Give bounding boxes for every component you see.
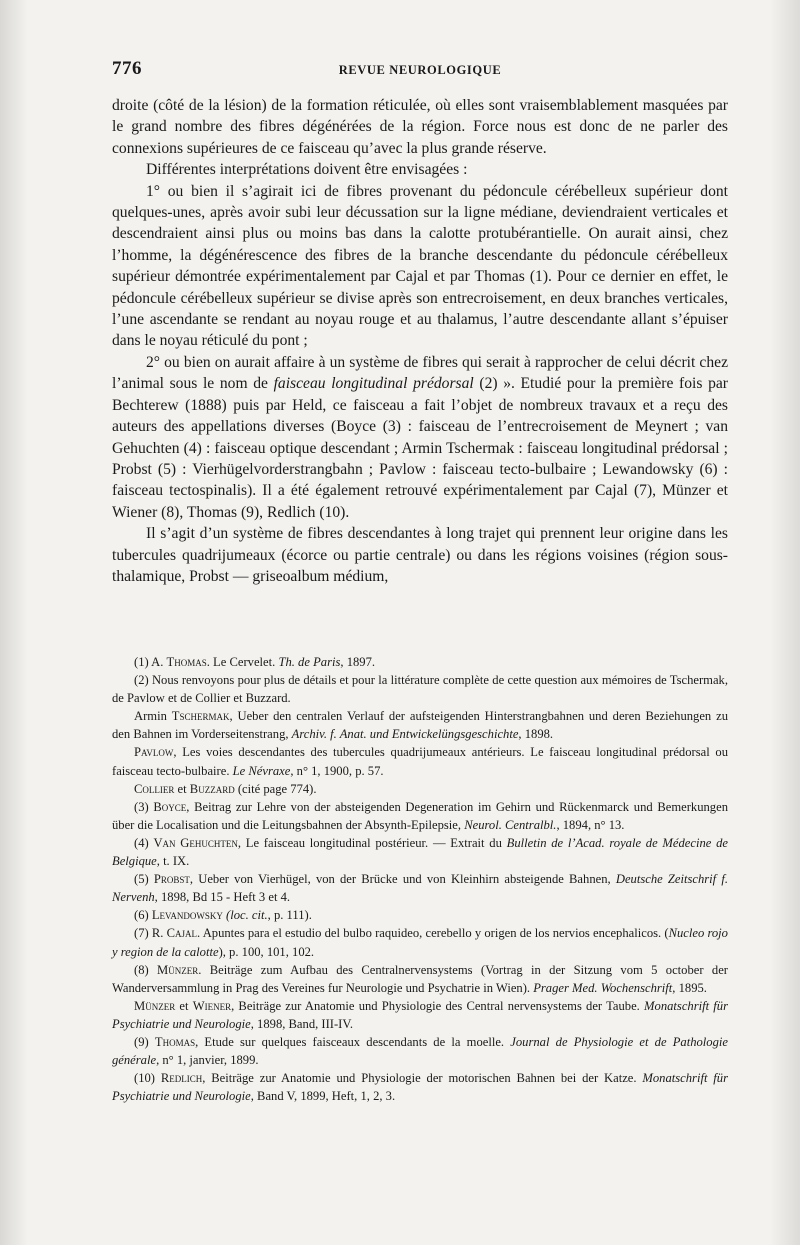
footnote-2-collier: Collier et Buzzard (cité page 774).	[134, 781, 317, 796]
footnotes	[112, 653, 728, 1105]
footnote-6: (6) Levandowsky (loc. cit., p. 111).	[134, 908, 312, 923]
footnote-1: (1) A. Thomas. Le Cervelet. Th. de Paris, 1897.	[134, 655, 376, 669]
footnote-2-tschermak: Armin Tschermak, Ueber den centralen Verlauf der aufsteigenden Hinterstrangbahnen und deren Beziehungen zu den Bahnen im Vorderseitenstrang, Archiv. f. Anat. und Entwickelüngsgeschichte, 1898.	[112, 709, 728, 742]
footnote-10: (10) Redlich, Beiträge zur Anatomie und Physiologie der motorischen Bahnen bei der Katze. Monatschrift für Psychiatrie und Neurologie, Band V, 1899, Heft, 1, 2, 3.	[112, 1071, 728, 1104]
paragraph-fiber-system: Il s’agit d’un système de fibres descendantes à long trajet qui prennent leur origine dans les tubercules quadrijumeaux (écorce ou partie centrale) ou dans les régions voisines (région sous-thalamique, Probst — griseoalbum médium,	[112, 525, 728, 585]
footnote-7: (7) R. Cajal. Apuntes para el estudio del bulbo raquideo, cerebello y origen de los nervios encephalicos. (Nucleo rojo y region de la calotte), p. 100, 101, 102.	[112, 926, 728, 959]
footnote-2-pavlow: Pavlow, Les voies descendantes des tubercules quadrijumeaux antérieurs. Le faisceau longitudinal prédorsal ou faisceau tecto-bulbaire. Le Névraxe, n° 1, 1900, p. 57.	[112, 745, 728, 778]
italic-term: faisceau longitudinal prédorsal	[273, 375, 474, 393]
footnote-9: (9) Thomas, Etude sur quelques faisceaux descendants de la moelle. Journal de Physiologie et de Pathologie générale, n° 1, janvier, 1899.	[112, 1034, 728, 1068]
footnote-4: (4) Van Gehuchten, Le faisceau longitudinal postérieur. — Extrait du Bulletin de l’Acad. royale de Médecine de Belgique, t. IX.	[112, 835, 728, 869]
main-text	[112, 95, 728, 587]
paragraph-interpretations: Différentes interprétations doivent être envisagées :	[146, 161, 468, 179]
paragraph-continuation: droite (côté de la lésion) de la formation réticulée, où elles sont vraisemblablement masquées par le grand nombre des fibres dégénérées de la région. Force nous est donc de ne parler des connexions supérieures de ce faisceau qu’avec la plus grande réserve.	[112, 97, 728, 157]
footnote-5: (5) Probst, Ueber von Vierhügel, von der Brücke und von Kleinhirn absteigende Bahnen, Deutsche Zeitschrif f. Nervenh, 1898, Bd 15 - Heft 3 et 4.	[112, 872, 728, 905]
running-title: REVUE NEUROLOGIQUE	[338, 63, 502, 77]
footnote-3: (3) Boyce, Beitrag zur Lehre von der absteigenden Degeneration im Gehirn und Rückenmarck und Bemerkungen über die Localisation und die Leitungsbahnen der Absynth-Epilepsie, Neurol. Centralbl., 1894, n° 13.	[112, 799, 728, 832]
footnote-8-munzer-wiener: Münzer et Wiener, Beiträge zur Anatomie und Physiologie des Central nervensystems der Taube. Monatschrift für Psychiatrie und Neurologie, 1898, Band, III-IV.	[112, 998, 729, 1031]
page-number: 776	[112, 58, 142, 79]
footnote-8: (8) Münzer. Beiträge zum Aufbau des Centralnervensystems (Vortrag in der Sitzung vom 5 october der Wanderversammlung in Prag des Vereines fur Neurologie und Psychatrie in Wien). Prager Med. Wochenschrift, 1895.	[112, 962, 728, 995]
page-header	[112, 58, 728, 82]
footnote-2: (2) Nous renvoyons pour plus de détails et pour la littérature complète de cette question aux mémoires de Tschermak, de Pavlow et de Collier et Buzzard.	[112, 673, 728, 706]
paragraph-hypothesis-1: 1° ou bien il s’agirait ici de fibres provenant du pédoncule cérébelleux supérieur dont quelques-unes, après avoir subi leur décussation sur la ligne médiane, deviendraient verticales et descendraient ainsi plus ou moins bas dans la calotte protubérantielle. On aurait ainsi, chez l’homme, la dégénérescence des fibres de la branche descendante du pédoncule cérébelleux supérieur démontrée expérimentalement par Cajal et par Thomas (1). Pour ce dernier en effet, le pédoncule cérébelleux supérieur se divise après son entrecroisement, en deux branches verticales, l’une ascendante se rendant au noyau rouge et au thalamus, l’autre descendante allant s’épuiser dans le noyau réticulé du pont ;	[112, 182, 728, 350]
paragraph-hypothesis-2: 2° ou bien on aurait affaire à un système de fibres qui serait à rapprocher de celui décrit chez l’animal sous le nom de faisceau longitudinal prédorsal (2) ». Etudié pour la première fois par Bechterew (1888) puis par Held, ce faisceau a fait l’objet de nombreux travaux et a reçu des auteurs des appellations diverses (Boyce (3) : faisceau de l’entrecroisement de Meynert ; van Gehuchten (4) : faisceau optique descendant ; Armin Tschermak : faisceau longitudinal prédorsal ; Probst (5) : Vierhügelvorderstrangbahn ; Pavlow : faisceau tecto-bulbaire ; Lewandowsky (6) : faisceau tectospinalis). Il a été également retrouvé expérimentalement par Cajal (7), Münzer et Wiener (8), Thomas (9), Redlich (10).	[112, 353, 728, 521]
